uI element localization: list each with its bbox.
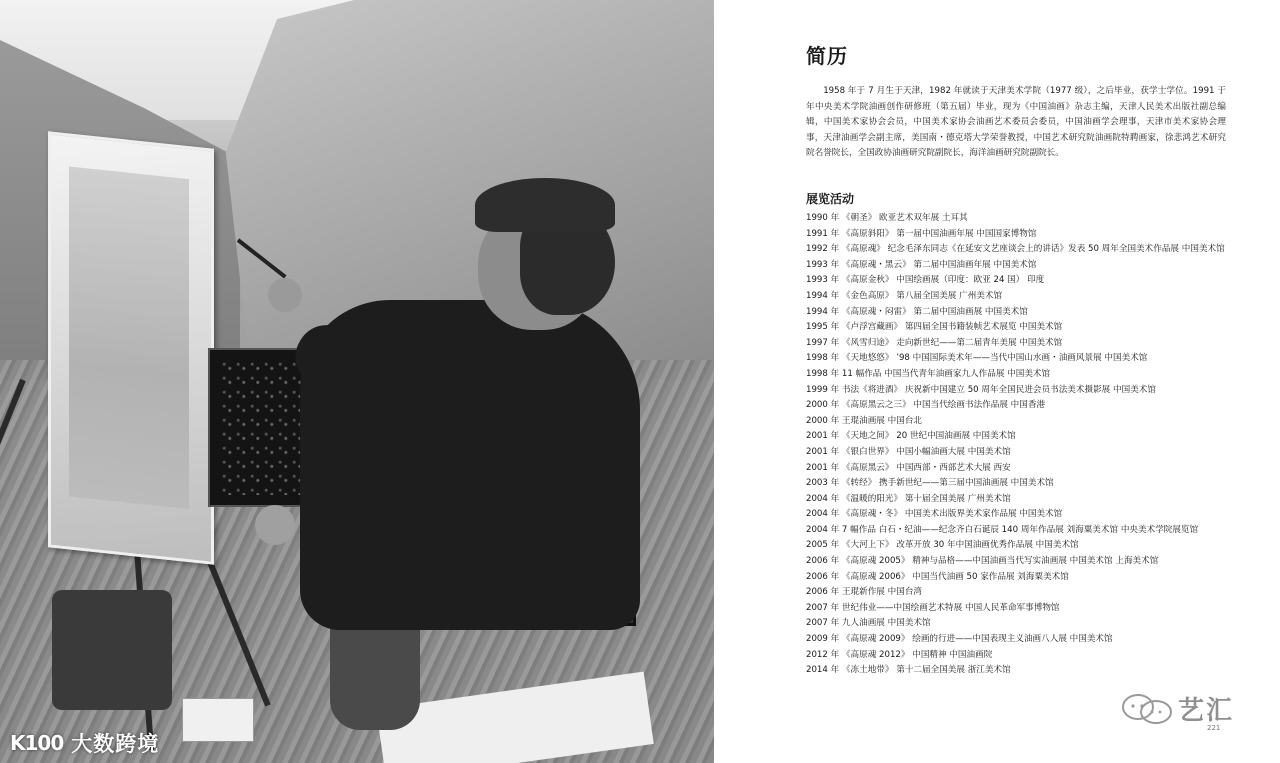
chat-bubble-icon	[1120, 692, 1174, 726]
watermark-text: 大数跨境	[71, 732, 160, 756]
watermark-left	[10, 728, 159, 758]
exhibition-list	[806, 211, 1226, 679]
exhibition-item: 2014 年 《冻土地带》 第十二届全国美展 浙江美术馆	[806, 665, 1011, 676]
exhibition-item: 1991 年 《高原斜阳》 第一届中国油画年展 中国国家博物馆	[806, 228, 1037, 239]
text-page	[714, 0, 1280, 763]
painter-hand	[268, 278, 302, 312]
exhibition-item: 2006 年 《高原魂 2005》 精神与品格——中国油画当代写实油画展 中国美术馆 上海美术馆	[806, 556, 1159, 567]
exhibition-item: 1990 年 《朝圣》 欧亚艺术双年展 土耳其	[806, 213, 968, 223]
exhibition-item: 1995 年 《卢浮宫藏画》 第四届全国书籍装帧艺术展览 中国美术馆	[806, 322, 1063, 333]
exhibition-item: 1992 年 《高原魂》 纪念毛泽东同志《在延安文艺座谈会上的讲话》发表 50 周年全国美术作品展 中国美术馆	[806, 244, 1225, 255]
exhibition-item: 2001 年 《高原黑云》 中国西部・西部艺术大展 西安	[806, 462, 1011, 473]
exhibition-item: 2000 年 王琨油画展 中国台北	[806, 415, 923, 426]
exhibition-item: 2004 年 7 幅作品 白石・纪油——纪念齐白石诞辰 140 周年作品展 刘海粟美术馆 中央美术学院展览馆	[806, 524, 1199, 535]
exhibition-item: 1993 年 《高原魂・黑云》 第二届中国油画年展 中国美术馆	[806, 259, 1037, 270]
exhibition-item: 2005 年 《大河上下》 改革开放 30 年中国油画优秀作品展 中国美术馆	[806, 540, 1079, 551]
painter-cap	[475, 178, 615, 232]
exhibition-item: 2006 年 王琨新作展 中国台湾	[806, 587, 923, 598]
k100-logo-icon: K100	[10, 731, 64, 755]
bio-paragraph: 1958 年于 7 月生于天津，1982 年就读于天津美术学院（1977 级），之后毕业，获学士学位。1991 于年中央美术学院油画创作研修班（第五届）毕业，现为《中国油画》杂志主编，天津人民美术出版社副总编辑，中国美术家协会会员，中国美术家协会油画艺术委员会委员，中国油画学会理事，天津市美术家协会理事，天津油画学会副主席，美国南・德克塔大学荣誉教授，中国艺术研究院油画院特聘画家，徐悲鸿艺术研究院名誉院长，全国政协油画研究院副院长，海洋油画研究院副院长。	[806, 86, 1226, 159]
page-number: 221	[1207, 724, 1221, 732]
exhibition-item: 2012 年 《高原魂 2012》 中国精神 中国油画院	[806, 649, 993, 660]
exhibition-item: 1999 年 书法《将进酒》 庆祝新中国建立 50 周年全国民进会员书法美术摄影展 中国美术馆	[806, 384, 1156, 395]
exhibition-item: 2000 年 《高原黑云之三》 中国当代绘画书法作品展 中国香港	[806, 400, 1046, 411]
exhibition-item: 1994 年 《高原魂・闷雷》 第二届中国油画展 中国美术馆	[806, 306, 1028, 317]
exhibitions-heading: 展览活动	[806, 192, 855, 206]
exhibition-item: 2004 年 《高原魂・冬》 中国美术出版界美术家作品展 中国美术馆	[806, 509, 1063, 520]
exhibition-item: 2004 年 《温暖的阳光》 第十届全国美展 广州美术馆	[806, 493, 1011, 504]
painter-hand	[255, 505, 295, 545]
exhibition-item: 1998 年 11 幅作品 中国当代青年油画家九人作品展 中国美术馆	[806, 368, 1051, 379]
paint-box	[182, 698, 254, 742]
exhibition-item: 2007 年 世纪伟业——中国绘画艺术特展 中国人民革命军事博物馆	[806, 602, 1060, 613]
bag	[52, 590, 172, 710]
exhibition-item: 2009 年 《高原魂 2009》 绘画的行进——中国表现主义油画八人展 中国美术馆	[806, 634, 1113, 645]
watermark-text: 艺汇	[1178, 696, 1235, 726]
easel-canvas	[48, 131, 214, 564]
exhibition-item: 1993 年 《高原金秋》 中国绘画展（印度：欧亚 24 国） 印度	[806, 275, 1045, 286]
exhibition-item: 1997 年 《风雪归途》 走向新世纪——第二届青年美展 中国美术馆	[806, 337, 1063, 348]
exhibition-item: 2001 年 《天地之间》 20 世纪中国油画展 中国美术馆	[806, 431, 1016, 442]
exhibition-item: 2003 年 《转经》 携手新世纪——第三届中国油画展 中国美术馆	[806, 478, 1054, 489]
exhibition-item: 1998 年 《天地悠悠》 ’98 中国国际美术年——当代中国山水画・油画风景展 中国美术馆	[806, 353, 1148, 364]
exhibition-item: 2001 年 《银白世界》 中国小幅油画大展 中国美术馆	[806, 446, 1011, 457]
exhibition-item: 2006 年 《高原魂 2006》 中国当代油画 50 家作品展 刘海粟美术馆	[806, 571, 1069, 582]
watermark-right	[1120, 690, 1234, 727]
exhibition-item: 2007 年 九人油画展 中国美术馆	[806, 618, 931, 629]
exhibition-item: 1994 年 《金色高原》 第八届全国美展 广州美术馆	[806, 290, 1003, 301]
page-title: 简历	[806, 44, 848, 68]
